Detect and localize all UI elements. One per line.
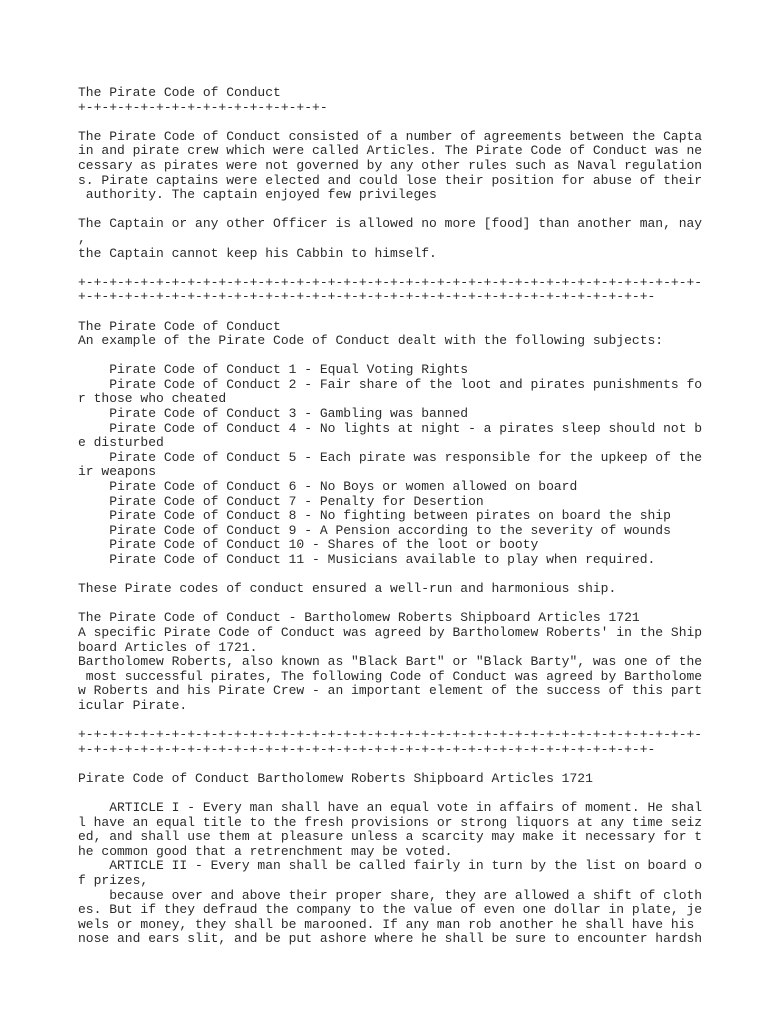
divider <box>78 274 703 305</box>
text-line: Pirate Code of Conduct 6 - No Boys or women allowed on board <box>78 479 578 495</box>
text-line: w Roberts and his Pirate Crew - an important element of the success of this part <box>78 683 703 699</box>
title-block <box>78 86 698 115</box>
text-line: Pirate Code of Conduct 4 - No lights at night - a pirates sleep should not b <box>78 420 703 436</box>
text-line: in and pirate crew which were called Articles. The Pirate Code of Conduct was ne <box>78 143 703 159</box>
subjects-list <box>78 362 703 567</box>
text-line: Pirate Code of Conduct Bartholomew Roberts Shipboard Articles 1721 <box>78 770 593 786</box>
text-line: ir weapons <box>78 464 157 480</box>
text-line: ARTICLE II - Every man shall be called fairly in turn by the list on board o <box>78 858 703 874</box>
spacer <box>78 714 698 729</box>
text-line: board Articles of 1721. <box>78 639 258 655</box>
text-line: es. But if they defraud the company to the value of even one dollar in plate, je <box>78 902 703 918</box>
text-line: most successful pirates, The following Code of Conduct was agreed by Bartholome <box>78 668 703 684</box>
intro-paragraph <box>78 128 703 203</box>
text-line: s. Pirate captains were elected and could lose their position for abuse of their <box>78 172 703 188</box>
spacer <box>78 787 698 802</box>
text-line: he common good that a retrenchment may be voted. <box>78 843 453 859</box>
text-line: authority. The captain enjoyed few privileges <box>78 187 437 203</box>
spacer <box>78 597 698 612</box>
text-line: The Pirate Code of Conduct <box>78 85 281 100</box>
text-line: These Pirate codes of conduct ensured a well-run and harmonious ship. <box>78 581 617 597</box>
text-line: The Captain or any other Officer is allowed no more [food] than another man, nay <box>78 216 703 232</box>
text-line: ARTICLE I - Every man shall have an equal vote in affairs of moment. He shal <box>78 800 703 816</box>
text-line: , <box>78 230 86 246</box>
document-page <box>78 85 703 947</box>
summary-paragraph <box>78 582 698 597</box>
text-line: Pirate Code of Conduct 8 - No fighting between pirates on board the ship <box>78 508 671 524</box>
text-line: icular Pirate. <box>78 697 188 713</box>
captain-quote <box>78 216 703 261</box>
text-line: +-+-+-+-+-+-+-+-+-+-+-+-+-+-+-+- <box>78 99 328 115</box>
text-line: the Captain cannot keep his Cabbin to himself. <box>78 245 437 261</box>
roberts-intro <box>78 610 703 713</box>
spacer <box>78 349 698 364</box>
text-line: +-+-+-+-+-+-+-+-+-+-+-+-+-+-+-+-+-+-+-+-+-+-+-+-+-+-+-+-+-+-+-+-+-+-+-+-+- <box>78 289 656 305</box>
text-line: +-+-+-+-+-+-+-+-+-+-+-+-+-+-+-+-+-+-+-+-+-+-+-+-+-+-+-+-+-+-+-+-+-+-+-+-+- <box>78 741 656 757</box>
text-line: Pirate Code of Conduct 2 - Fair share of the loot and pirates punishments fo <box>78 376 703 392</box>
text-line: Pirate Code of Conduct 9 - A Pension according to the severity of wounds <box>78 522 671 538</box>
articles-text <box>78 800 703 947</box>
spacer <box>78 261 698 276</box>
spacer <box>78 305 698 320</box>
text-line: The Pirate Code of Conduct consisted of a number of agreements between the Capta <box>78 128 703 144</box>
text-line: wels or money, they shall be marooned. If any man rob another he shall have his <box>78 916 695 932</box>
text-line: because over and above their proper share, they are allowed a shift of cloth <box>78 887 703 903</box>
text-line: The Pirate Code of Conduct - Bartholomew Roberts Shipboard Articles 1721 <box>78 610 640 626</box>
text-line: Pirate Code of Conduct 10 - Shares of the loot or booty <box>78 537 539 553</box>
text-line: Pirate Code of Conduct 11 - Musicians available to play when required. <box>78 552 656 567</box>
text-line: ed, and shall use them at pleasure unless a scarcity may make it necessary for t <box>78 829 703 845</box>
text-line: +-+-+-+-+-+-+-+-+-+-+-+-+-+-+-+-+-+-+-+-+-+-+-+-+-+-+-+-+-+-+-+-+-+-+-+-+-+-+-+- <box>78 274 703 290</box>
articles-heading <box>78 772 698 787</box>
spacer <box>78 568 698 583</box>
text-line: +-+-+-+-+-+-+-+-+-+-+-+-+-+-+-+-+-+-+-+-+-+-+-+-+-+-+-+-+-+-+-+-+-+-+-+-+-+-+-+- <box>78 727 703 743</box>
text-line: Pirate Code of Conduct 1 - Equal Voting Rights <box>78 362 469 378</box>
text-line: Pirate Code of Conduct 7 - Penalty for Desertion <box>78 493 484 509</box>
text-line: Bartholomew Roberts, also known as "Black Bart" or "Black Barty", was one of the <box>78 654 703 670</box>
text-line: l have an equal title to the fresh provisions or strong liquors at any time seiz <box>78 814 703 830</box>
spacer <box>78 757 698 772</box>
text-line: An example of the Pirate Code of Conduct dealt with the following subjects: <box>78 333 664 349</box>
text-line: nose and ears slit, and be put ashore where he shall be sure to encounter hardsh <box>78 931 703 947</box>
spacer <box>78 115 698 130</box>
spacer <box>78 203 698 218</box>
text-line: Pirate Code of Conduct 5 - Each pirate was responsible for the upkeep of the <box>78 449 703 465</box>
text-line: Pirate Code of Conduct 3 - Gambling was banned <box>78 406 469 422</box>
text-line: r those who cheated <box>78 391 227 407</box>
subjects-intro <box>78 320 698 349</box>
divider <box>78 727 703 757</box>
text-line: The Pirate Code of Conduct <box>78 318 281 334</box>
text-line: e disturbed <box>78 435 164 451</box>
text-line: f prizes, <box>78 873 149 889</box>
text-line: A specific Pirate Code of Conduct was agreed by Bartholomew Roberts' in the Ship <box>78 624 703 640</box>
text-line: cessary as pirates were not governed by any other rules such as Naval regulation <box>78 157 703 173</box>
